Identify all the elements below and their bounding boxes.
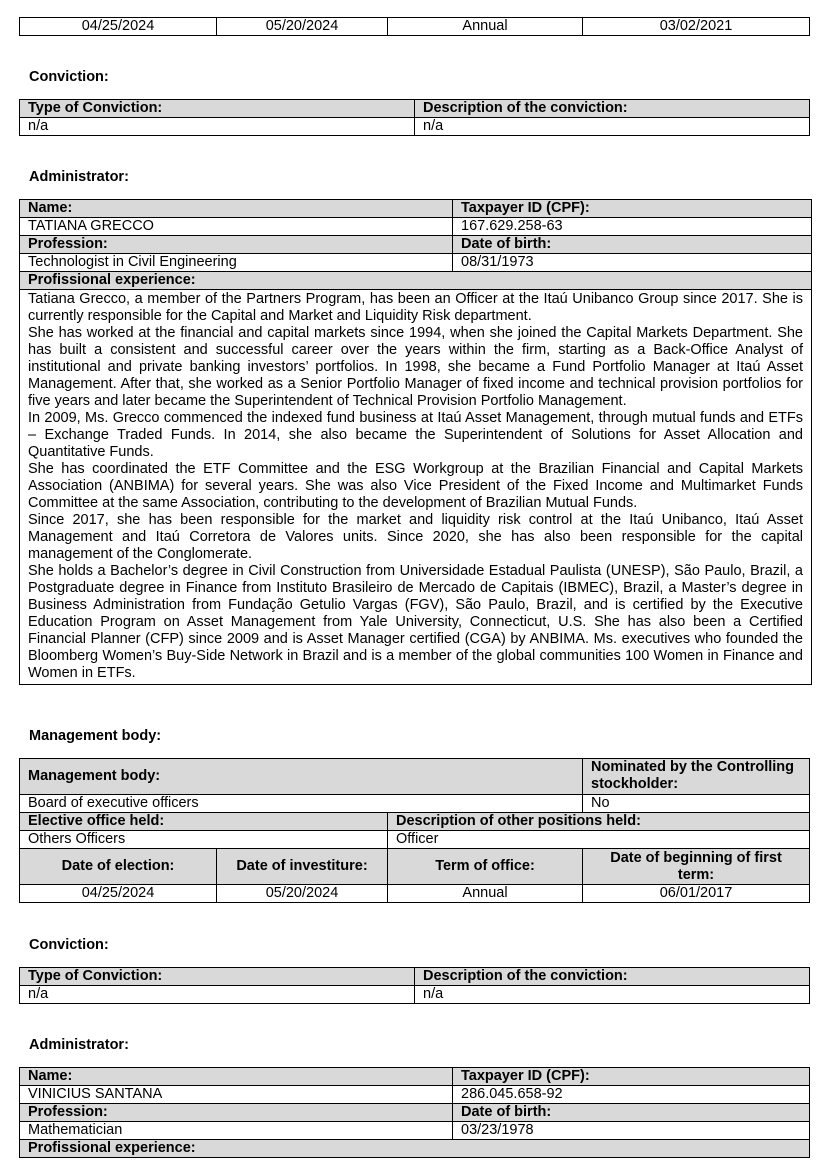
management-body-value: Board of executive officers bbox=[20, 795, 583, 813]
conviction-table bbox=[19, 99, 810, 136]
experience-paragraph: In 2009, Ms. Grecco commenced the indexed fund business at Itaú Asset Management, through mutual funds and ETFs – Exchange Traded Funds. In 2014, she also became the Superintendent of Solutions for Asset Allocation and Quantitative Funds. bbox=[28, 410, 803, 460]
date-of-birth-value: 03/23/1978 bbox=[453, 1122, 810, 1140]
table-row bbox=[20, 218, 812, 236]
nominated-by-label: Nominated by the Controlling stockholder: bbox=[583, 759, 810, 795]
table-row bbox=[20, 254, 812, 272]
experience-paragraph: Tatiana Grecco, a member of the Partners Program, has been an Officer at the Itaú Unibanco Group since 2017. She is currently responsible for the Capital and Market and Liquidity Risk department. bbox=[28, 291, 803, 324]
other-positions-label: Description of other positions held: bbox=[388, 813, 810, 831]
name-label: Name: bbox=[20, 1068, 453, 1086]
date-of-investiture-label: Date of investiture: bbox=[217, 849, 388, 885]
term-of-office-value: Annual bbox=[388, 18, 583, 36]
table-row bbox=[20, 986, 810, 1004]
elective-office-value: Others Officers bbox=[20, 831, 388, 849]
date-of-investiture-value: 05/20/2024 bbox=[217, 885, 388, 903]
type-of-conviction-label: Type of Conviction: bbox=[20, 100, 415, 118]
other-positions-value: Officer bbox=[388, 831, 810, 849]
administrator-section-title: Administrator: bbox=[29, 1037, 129, 1053]
date-first-term-value: 06/01/2017 bbox=[583, 885, 810, 903]
table-row bbox=[20, 272, 812, 290]
management-body-section-title: Management body: bbox=[29, 728, 162, 744]
date-of-election-label: Date of election: bbox=[20, 849, 217, 885]
date-of-election-value: 04/25/2024 bbox=[20, 885, 217, 903]
professional-experience-label: Profissional experience: bbox=[20, 272, 812, 290]
name-value: VINICIUS SANTANA bbox=[20, 1086, 453, 1104]
table-row bbox=[20, 1140, 810, 1158]
table-row bbox=[20, 1068, 810, 1086]
table-row bbox=[20, 1086, 810, 1104]
profession-label: Profession: bbox=[20, 1104, 453, 1122]
administrator-table bbox=[19, 1067, 810, 1158]
date-of-birth-value: 08/31/1973 bbox=[453, 254, 812, 272]
administrator-table bbox=[19, 199, 812, 685]
elective-office-label: Elective office held: bbox=[20, 813, 388, 831]
description-of-conviction-value: n/a bbox=[415, 118, 810, 136]
experience-paragraph: Since 2017, she has been responsible for the market and liquidity risk control at the Itaú Unibanco, Itaú Asset Management and Itaú Corretora de Valores units. Since 2020, she has also been responsible for the capital management of the Conglomerate. bbox=[28, 512, 803, 562]
term-of-office-value: Annual bbox=[388, 885, 583, 903]
table-row bbox=[20, 1104, 810, 1122]
experience-paragraph: She has worked at the financial and capital markets since 1994, when she joined the Capital Markets Department. She has built a consistent and successful career over the years within the firm, starting as a Back-Office Analyst of institutional and private banking investors’ portfolios. In 1998, she became a Fund Portfolio Manager at Itaú Asset Management. After that, she worked as a Senior Portfolio Manager of fixed income and technical provision portfolios for five years and later became the Superintendent of Technical Provision Portfolio Management. bbox=[28, 325, 803, 409]
administrator-section-title: Administrator: bbox=[29, 169, 129, 185]
table-row bbox=[20, 200, 812, 218]
name-value: TATIANA GRECCO bbox=[20, 218, 453, 236]
table-row bbox=[20, 236, 812, 254]
conviction-section-title: Conviction: bbox=[29, 937, 109, 953]
description-of-conviction-label: Description of the conviction: bbox=[415, 100, 810, 118]
date-first-term-label: Date of beginning of first term: bbox=[583, 849, 810, 885]
top-dates-table bbox=[19, 17, 810, 36]
table-row bbox=[20, 100, 810, 118]
conviction-table bbox=[19, 967, 810, 1004]
table-row bbox=[20, 813, 810, 831]
type-of-conviction-value: n/a bbox=[20, 986, 415, 1004]
table-row bbox=[20, 849, 810, 885]
description-of-conviction-label: Description of the conviction: bbox=[415, 968, 810, 986]
type-of-conviction-value: n/a bbox=[20, 118, 415, 136]
professional-experience-text bbox=[20, 290, 812, 685]
table-row bbox=[20, 1122, 810, 1140]
management-body-table bbox=[19, 758, 810, 903]
management-body-label: Management body: bbox=[20, 759, 583, 795]
term-of-office-label: Term of office: bbox=[388, 849, 583, 885]
profession-value: Mathematician bbox=[20, 1122, 453, 1140]
taxpayer-id-label: Taxpayer ID (CPF): bbox=[453, 200, 812, 218]
experience-paragraph: She holds a Bachelor’s degree in Civil Construction from Universidade Estadual Paulista (UNESP), São Paulo, Brazil, a Postgraduate degree in Finance from Instituto Brasileiro de Mercado de Capitais (IBMEC), Brazil, a Master’s degree in Business Administration from Fundação Getulio Vargas (FGV), São Paulo, Brazil, and is certified by the Executive Education Program on Asset Management from Yale University, Connecticut, U.S. She has also been a Certified Financial Planner (CFP) since 2009 and is Asset Manager certified (CGA) by ANBIMA. Ms. executives who founded the Bloomberg Women’s Buy-Side Network in Brazil and is a member of the global communities 100 Women in Finance and Women in ETFs. bbox=[28, 563, 803, 681]
date-first-term-value: 03/02/2021 bbox=[583, 18, 810, 36]
professional-experience-label: Profissional experience: bbox=[20, 1140, 810, 1158]
nominated-value: No bbox=[583, 795, 810, 813]
table-row bbox=[20, 831, 810, 849]
taxpayer-id-value: 167.629.258-63 bbox=[453, 218, 812, 236]
table-row bbox=[20, 885, 810, 903]
table-row bbox=[20, 795, 810, 813]
table-row bbox=[20, 118, 810, 136]
description-of-conviction-value: n/a bbox=[415, 986, 810, 1004]
conviction-section-title: Conviction: bbox=[29, 69, 109, 85]
table-row bbox=[20, 968, 810, 986]
date-of-birth-label: Date of birth: bbox=[453, 1104, 810, 1122]
date-of-election-value: 04/25/2024 bbox=[20, 18, 217, 36]
table-row bbox=[20, 759, 810, 795]
date-of-birth-label: Date of birth: bbox=[453, 236, 812, 254]
taxpayer-id-label: Taxpayer ID (CPF): bbox=[453, 1068, 810, 1086]
profession-value: Technologist in Civil Engineering bbox=[20, 254, 453, 272]
profession-label: Profession: bbox=[20, 236, 453, 254]
table-row bbox=[20, 290, 812, 685]
taxpayer-id-value: 286.045.658-92 bbox=[453, 1086, 810, 1104]
date-of-investiture-value: 05/20/2024 bbox=[217, 18, 388, 36]
name-label: Name: bbox=[20, 200, 453, 218]
table-row bbox=[20, 18, 810, 36]
type-of-conviction-label: Type of Conviction: bbox=[20, 968, 415, 986]
experience-paragraph: She has coordinated the ETF Committee and the ESG Workgroup at the Brazilian Financial and Capital Markets Association (ANBIMA) for several years. She was also Vice President of the Fixed Income and Multimarket Funds Committee at the same Association, contributing to the development of Brazilian Mutual Funds. bbox=[28, 461, 803, 511]
